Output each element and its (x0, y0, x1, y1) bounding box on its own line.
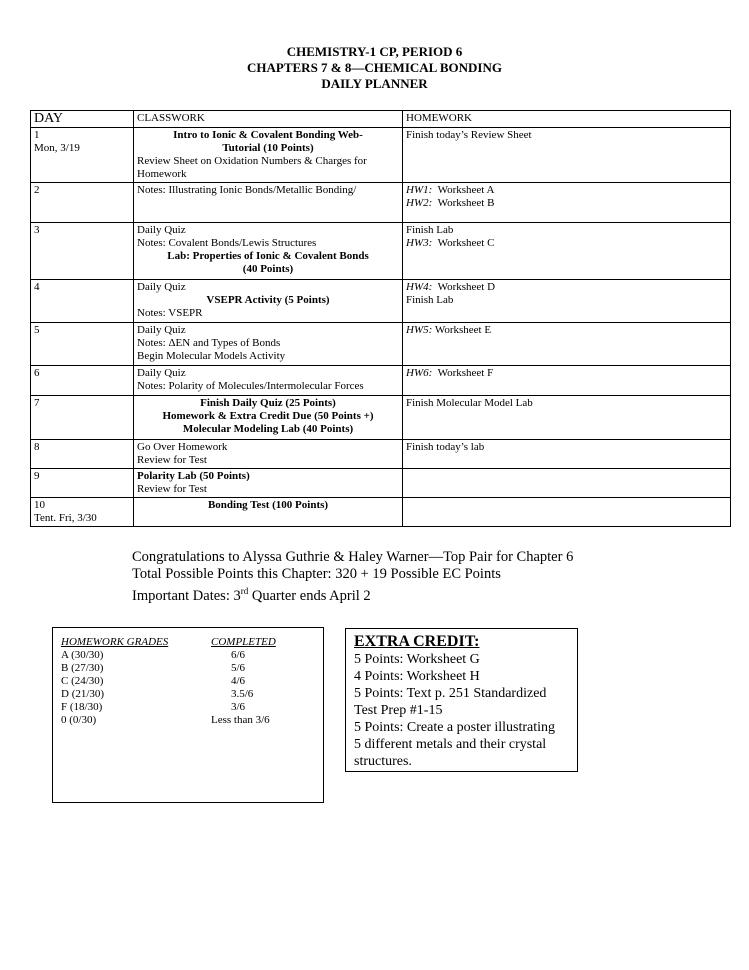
day-cell (31, 469, 134, 498)
classwork-cell (134, 323, 403, 366)
table-row (31, 396, 731, 440)
header-classwork: CLASSWORK (134, 111, 403, 128)
classwork-cell (134, 396, 403, 440)
table-row (31, 183, 731, 223)
grades-header: HOMEWORK GRADES (61, 636, 169, 648)
classwork-cell-line: Review for Test (137, 454, 207, 466)
day-text: 2 (34, 184, 40, 196)
classwork-cell-line: Finish Daily Quiz (25 Points) (200, 397, 336, 409)
grade-item: F (18/30) (61, 701, 103, 713)
homework-cell (403, 440, 731, 469)
classwork-cell-line: Homework (137, 168, 187, 180)
homework-cell (403, 223, 731, 280)
classwork-cell-line: Review Sheet on Oxidation Numbers & Charges for (137, 155, 367, 167)
table-header-row (31, 111, 731, 128)
classwork-cell (134, 280, 403, 323)
homework-cell (403, 366, 731, 396)
table-row (31, 223, 731, 280)
table-row (31, 498, 731, 527)
day-cell (31, 183, 134, 223)
grade-item: C (24/30) (61, 675, 104, 687)
completed-item: 4/6 (231, 675, 246, 687)
homework-cell-line: HW5: Worksheet E (406, 324, 492, 336)
grade-item: A (30/30) (61, 649, 104, 661)
day-text: 6 (34, 367, 40, 379)
completed-item: 6/6 (231, 649, 246, 661)
day-cell (31, 280, 134, 323)
day-text: 7 (34, 397, 40, 409)
homework-cell (403, 323, 731, 366)
completed-header: COMPLETED (211, 636, 276, 648)
extra-credit-item: 5 Points: Create a poster illustrating (354, 720, 556, 735)
table-row (31, 128, 731, 183)
classwork-cell (134, 366, 403, 396)
classwork-cell-line: Go Over Homework (137, 441, 228, 453)
day-cell (31, 498, 134, 527)
homework-cell-line: Finish today’s lab (406, 441, 485, 453)
classwork-cell-line: Daily Quiz (137, 281, 186, 293)
title-line-1: CHEMISTRY-1 CP, PERIOD 6 (286, 44, 463, 59)
table-row (31, 366, 731, 396)
grades-column (61, 636, 168, 727)
total-points-text: Total Possible Points this Chapter: 320 + 19 Possible EC Points (132, 566, 501, 582)
classwork-cell (134, 498, 403, 527)
classwork-cell-line: Notes: Polarity of Molecules/Intermolecular Forces (137, 380, 364, 392)
classwork-cell (134, 128, 403, 183)
homework-cell-line: HW4: Worksheet D (406, 281, 496, 293)
homework-cell-line: Finish Lab (406, 224, 454, 236)
homework-cell-line: HW6: Worksheet F (406, 367, 494, 379)
day-cell (31, 440, 134, 469)
classwork-cell-line: Daily Quiz (137, 224, 186, 236)
extra-credit-title: EXTRA CREDIT: (354, 633, 480, 650)
day-cell (31, 396, 134, 440)
extra-credit-item: 5 Points: Worksheet G (354, 652, 480, 667)
homework-cell-line: HW2: Worksheet B (406, 197, 495, 209)
homework-cell (403, 396, 731, 440)
classwork-cell-line: Bonding Test (100 Points) (207, 499, 329, 511)
table-row (31, 323, 731, 366)
completed-item: 5/6 (231, 662, 246, 674)
homework-grades-box (52, 627, 324, 803)
homework-cell (403, 183, 731, 223)
title-line-2: CHAPTERS 7 & 8—CHEMICAL BONDING (247, 60, 502, 75)
classwork-cell-line: Notes: Covalent Bonds/Lewis Structures (137, 237, 317, 249)
classwork-cell-line: Begin Molecular Models Activity (137, 350, 286, 362)
classwork-cell-line: Tutorial (10 Points) (222, 142, 314, 154)
classwork-cell-line: Polarity Lab (50 Points) (137, 470, 250, 482)
classwork-cell-line: VSEPR Activity (5 Points) (206, 294, 330, 306)
important-dates-text: Important Dates: 3rd Quarter ends April 2 (132, 586, 371, 604)
day-text: Mon, 3/19 (34, 142, 80, 154)
extra-credit-item: 4 Points: Worksheet H (354, 669, 480, 684)
day-text: 3 (34, 224, 40, 236)
classwork-cell (134, 223, 403, 280)
day-text: 5 (34, 324, 40, 336)
announcements (132, 549, 573, 605)
classwork-cell-line: Lab: Properties of Ionic & Covalent Bonds (167, 250, 369, 262)
homework-cell-line: Finish today’s Review Sheet (406, 129, 532, 141)
classwork-cell-line: Notes: Illustrating Ionic Bonds/Metallic Bonding/ (137, 184, 357, 196)
extra-credit-item: 5 Points: Text p. 251 Standardized (354, 686, 547, 701)
congrats-text: Congratulations to Alyssa Guthrie & Haley Warner—Top Pair for Chapter 6 (132, 549, 574, 565)
classwork-cell-line: (40 Points) (242, 263, 294, 275)
completed-item: 3.5/6 (231, 688, 254, 700)
day-cell (31, 223, 134, 280)
header-day: DAY (31, 111, 134, 128)
day-text: 1 (34, 129, 40, 141)
extra-credit-item: structures. (354, 754, 412, 769)
day-text: 10 (34, 499, 45, 511)
classwork-cell-line: Daily Quiz (137, 324, 186, 336)
completed-item: 3/6 (231, 701, 246, 713)
homework-cell (403, 498, 731, 527)
extra-credit-box (345, 628, 578, 772)
extra-credit-item: Test Prep #1-15 (354, 703, 443, 718)
day-cell (31, 323, 134, 366)
completed-column (211, 636, 276, 727)
homework-cell (403, 469, 731, 498)
day-text: 8 (34, 441, 40, 453)
classwork-cell-line: Daily Quiz (137, 367, 186, 379)
day-text: 9 (34, 470, 40, 482)
homework-cell-line: Finish Lab (406, 294, 454, 306)
grade-item: D (21/30) (61, 688, 105, 700)
homework-cell (403, 128, 731, 183)
classwork-cell (134, 469, 403, 498)
header-homework: HOMEWORK (403, 111, 731, 128)
day-text: 4 (34, 281, 40, 293)
classwork-cell (134, 440, 403, 469)
grade-item: 0 (0/30) (61, 714, 97, 726)
classwork-cell-line: Homework & Extra Credit Due (50 Points +) (162, 410, 374, 422)
classwork-cell (134, 183, 403, 223)
classwork-cell-line: Notes: VSEPR (137, 307, 203, 319)
homework-cell-line: HW1: Worksheet A (406, 184, 495, 196)
classwork-cell-line: Molecular Modeling Lab (40 Points) (182, 423, 354, 435)
homework-cell-line: HW3: Worksheet C (406, 237, 495, 249)
extra-credit-item: 5 different metals and their crystal (354, 737, 547, 752)
classwork-cell-line: Review for Test (137, 483, 207, 495)
classwork-cell-line: Notes: ΔEN and Types of Bonds (137, 337, 281, 349)
grade-item: B (27/30) (61, 662, 104, 674)
table-row (31, 280, 731, 323)
day-text: Tent. Fri, 3/30 (34, 512, 97, 524)
planner-table (30, 110, 731, 527)
day-cell (31, 366, 134, 396)
homework-cell-line: Finish Molecular Model Lab (406, 397, 533, 409)
title-line-3: DAILY PLANNER (321, 76, 428, 91)
document-title (0, 44, 749, 92)
table-row (31, 440, 731, 469)
day-cell (31, 128, 134, 183)
classwork-cell-line: Intro to Ionic & Covalent Bonding Web- (173, 129, 363, 141)
homework-cell (403, 280, 731, 323)
table-row (31, 469, 731, 498)
completed-item: Less than 3/6 (211, 714, 270, 726)
